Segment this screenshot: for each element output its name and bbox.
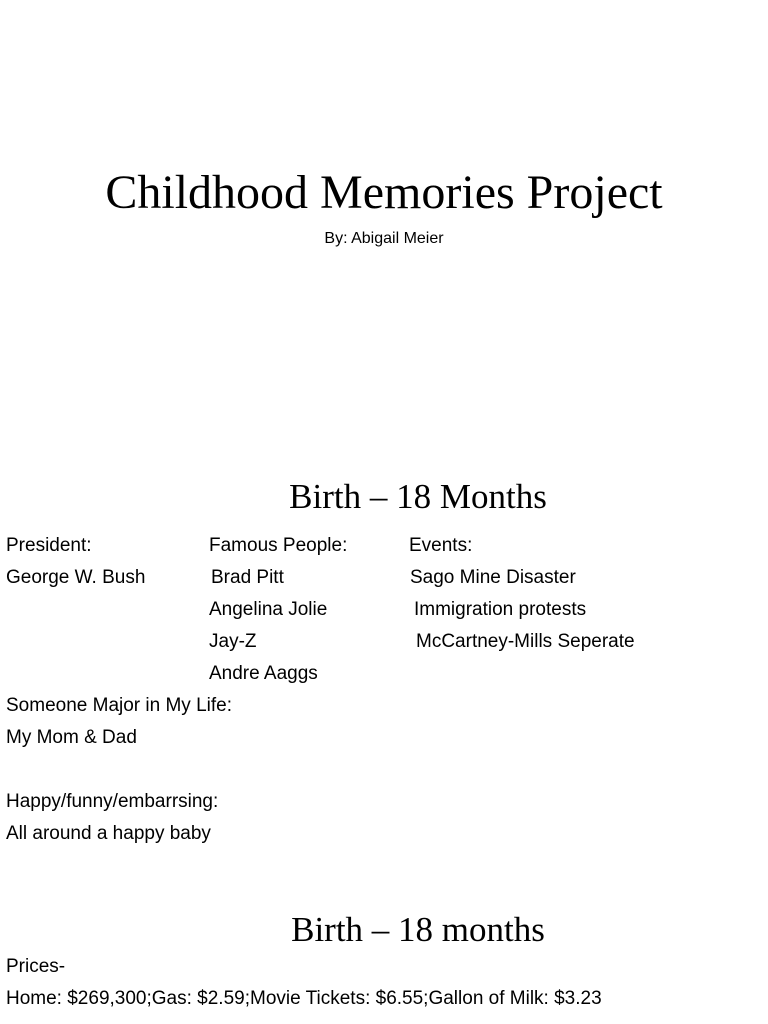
happy-value: All around a happy baby (6, 823, 211, 844)
famous-people-label: Famous People: (209, 535, 348, 556)
author-byline: By: Abigail Meier (324, 230, 444, 247)
major-person-label: Someone Major in My Life: (6, 695, 232, 716)
page-title: Childhood Memories Project (105, 166, 663, 219)
prices-line: Home: $269,300;Gas: $2.59;Movie Tickets: $6.55;Gallon of Milk: $3.23 (6, 988, 602, 1009)
famous-person-item: Jay-Z (209, 631, 257, 652)
famous-person-item: Brad Pitt (211, 567, 284, 588)
events-label: Events: (409, 535, 473, 556)
prices-label: Prices- (6, 956, 66, 977)
event-item: McCartney-Mills Seperate (416, 631, 635, 652)
event-item: Sago Mine Disaster (410, 567, 576, 588)
major-person-value: My Mom & Dad (6, 727, 137, 748)
happy-label: Happy/funny/embarrsing: (6, 791, 219, 812)
famous-person-item: Angelina Jolie (209, 599, 328, 620)
section-heading: Birth – 18 months (291, 910, 545, 949)
section-heading: Birth – 18 Months (289, 477, 547, 516)
event-item: Immigration protests (414, 599, 587, 620)
president-value: George W. Bush (6, 567, 146, 588)
president-label: President: (6, 535, 92, 556)
famous-person-item: Andre Aaggs (209, 663, 318, 684)
